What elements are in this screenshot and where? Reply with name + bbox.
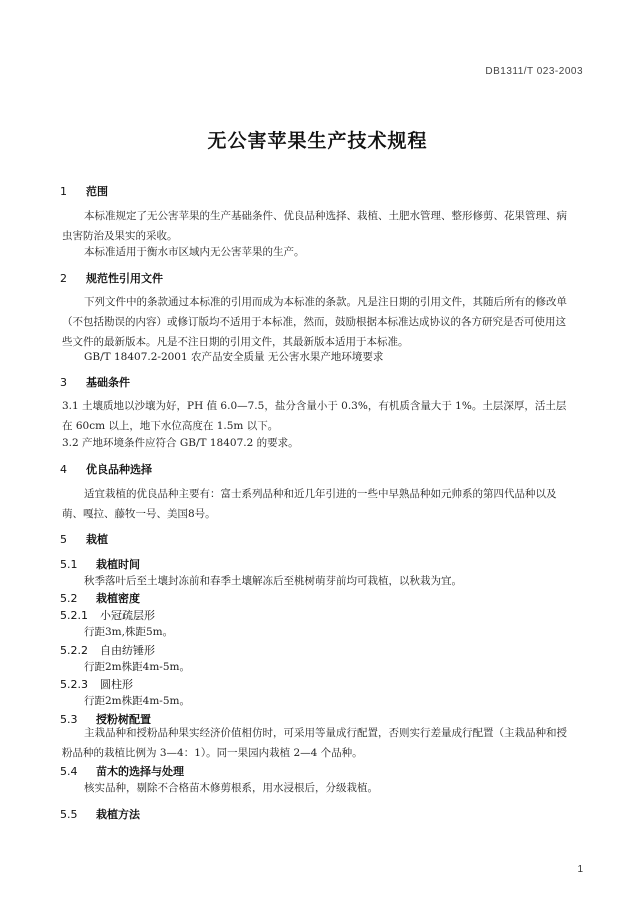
subsection-number: 5.3 (60, 713, 78, 726)
subsection-title: 栽植时间 (96, 558, 140, 571)
section-2-paragraph-1: 下列文件中的条款通过本标准的引用而成为本标准的条款。凡是注日期的引用文件，其随后所有的修改单（不包括勘误的内容）或修订版均不适用于本标准，然而，鼓励根据本标准达成协议的各方研究是否可使用这些文件的最新版本。凡是不注日期的引用文件，其最新版本适用于本标准。 (62, 296, 567, 348)
section-title: 基础条件 (86, 376, 130, 389)
subsection-title: 栽植方法 (96, 808, 140, 821)
subsection-5-5-heading (60, 806, 140, 822)
section-1-heading (60, 183, 108, 199)
section-3-paragraph-2: 3.2 产地环境条件应符合 GB/T 18407.2 的要求。 (62, 437, 299, 449)
section-title: 栽植 (86, 533, 108, 546)
section-title: 规范性引用文件 (86, 272, 163, 285)
page-number: 1 (577, 864, 583, 875)
section-title: 范围 (86, 185, 108, 198)
subsection-title: 自由纺锤形 (100, 644, 155, 657)
subsection-5-2-1-heading (60, 607, 155, 623)
section-1-paragraph-2: 本标准适用于衡水市区域内无公害苹果的生产。 (84, 246, 305, 258)
subsection-5-1-text: 秋季落叶后至土壤封冻前和春季土壤解冻后至桃树萌芽前均可栽植，以秋栽为宜。 (84, 575, 462, 587)
subsection-5-2-2-text: 行距2m株距4m-5m。 (84, 661, 190, 673)
subsection-5-2-3-text: 行距2m株距4m-5m。 (84, 695, 190, 707)
subsection-title: 苗木的选择与处理 (96, 765, 184, 778)
document-code: DB1311/T 023-2003 (485, 66, 583, 77)
section-4-paragraph-1: 适宜栽植的优良品种主要有：富士系列品种和近几年引进的一些中早熟品种如元帅系的第四代品种以及萌、嘎拉、藤牧一号、美国8号。 (62, 488, 557, 520)
section-number: 3 (60, 376, 67, 389)
subsection-5-2-heading (60, 590, 140, 606)
section-3-heading (60, 374, 130, 390)
section-5-heading (60, 531, 108, 547)
section-title: 优良品种选择 (86, 463, 152, 476)
section-4-heading (60, 461, 152, 477)
subsection-5-2-3-heading (60, 676, 133, 692)
subsection-title: 栽植密度 (96, 592, 140, 605)
subsection-title: 小冠疏层形 (100, 609, 155, 622)
document-title: 无公害苹果生产技术规程 (207, 130, 428, 152)
subsection-5-3-text: 主栽品种和授粉品种果实经济价值相仿时，可采用等量成行配置，否则实行差量成行配置（主栽品种和授粉品种的栽植比例为 3—4：1）。同一果园内栽植 2—4 个品种。 (62, 727, 567, 759)
section-3-paragraph-1: 3.1 土壤质地以沙壤为好，PH 值 6.0—7.5，盐分含量小于 0.3%，有机质含量大于 1%。土层深厚，活土层在 60cm 以上，地下水位高度在 1.5m 以下。 (62, 400, 567, 432)
subsection-number: 5.2.2 (60, 644, 88, 657)
section-2-reference: GB/T 18407.2-2001 农产品安全质量 无公害水果产地环境要求 (84, 351, 384, 363)
subsection-5-1-heading (60, 556, 140, 572)
subsection-number: 5.2 (60, 592, 78, 605)
section-number: 4 (60, 463, 67, 476)
subsection-title: 授粉树配置 (96, 713, 151, 726)
subsection-number: 5.1 (60, 558, 78, 571)
section-2-heading (60, 270, 163, 286)
subsection-number: 5.4 (60, 765, 78, 778)
subsection-5-2-2-heading (60, 642, 155, 658)
subsection-5-2-1-text: 行距3m,株距5m。 (84, 626, 174, 638)
subsection-number: 5.5 (60, 808, 78, 821)
section-number: 2 (60, 272, 67, 285)
section-number: 5 (60, 533, 67, 546)
subsection-title: 圆柱形 (100, 678, 133, 691)
subsection-number: 5.2.1 (60, 609, 88, 622)
subsection-5-4-text: 核实品种，剔除不合格苗木修剪根系，用水浸根后，分级栽植。 (84, 782, 378, 794)
section-number: 1 (60, 185, 67, 198)
section-1-paragraph-1: 本标准规定了无公害苹果的生产基础条件、优良品种选择、栽植、土肥水管理、整形修剪、花果管理、病虫害防治及果实的采收。 (62, 210, 567, 242)
subsection-5-4-heading (60, 763, 184, 779)
subsection-number: 5.2.3 (60, 678, 88, 691)
